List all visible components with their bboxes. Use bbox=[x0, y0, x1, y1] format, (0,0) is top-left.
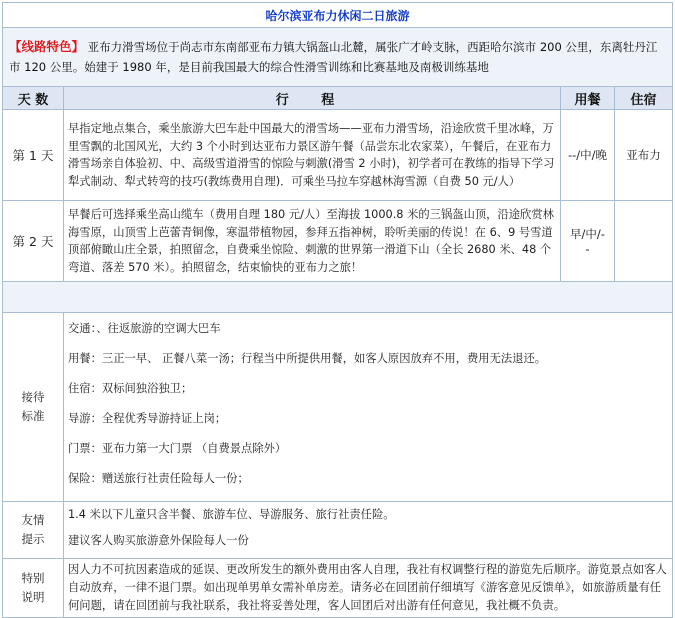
reception-lodging: 住宿：双标间独浴独卫； bbox=[68, 382, 193, 395]
notes-content: 因人力不可抗因素造成的延误、更改所发生的额外费用由客人自理，我社有权调整行程的游览先后顺序。游览景点如客人自动放弃，一律不退门票。如出现单男单女需补单房差。请务必在回团前仔细填写《游客意见反馈单》，如旅游质量有任何问题，请在回团前与我社联系，我社将妥善处理，客人回团后对出游有任何意见，我社概不负责。 bbox=[64, 559, 673, 618]
route-feature bbox=[3, 28, 673, 87]
feature-row bbox=[3, 28, 673, 87]
day-label: 第 1 天 bbox=[3, 110, 64, 201]
page-title: 哈尔滨亚布力休闲二日旅游 bbox=[3, 3, 673, 28]
tips-row bbox=[3, 502, 673, 559]
day-row-1 bbox=[3, 110, 673, 201]
day-lodging bbox=[615, 201, 673, 282]
reception-label: 接待标准 bbox=[3, 313, 64, 502]
notes-label: 特别说明 bbox=[3, 559, 64, 618]
reception-standards bbox=[64, 313, 673, 502]
tips-children: 1.4 米以下儿童只含半餐、旅游车位、导游服务、旅行社责任险。 bbox=[68, 508, 395, 521]
reception-transport: 交通：、往返旅游的空调大巴车 bbox=[68, 322, 221, 335]
tips-label: 友情提示 bbox=[3, 502, 64, 559]
header-schedule: 行 程 bbox=[64, 87, 561, 110]
tour-table bbox=[2, 2, 673, 618]
day-meals: --/中/晚 bbox=[561, 110, 615, 201]
header-day: 天 数 bbox=[3, 87, 64, 110]
reception-insurance: 保险：赠送旅行社责任险每人一份； bbox=[68, 472, 249, 485]
reception-meals: 用餐：三正一早、 正餐八菜一汤；行程当中所提供用餐，如客人原因放弃不用，费用无法退还。 bbox=[68, 352, 547, 365]
day-meals: 早/中/-- bbox=[561, 201, 615, 282]
spacer-row bbox=[3, 282, 673, 313]
notes-row bbox=[3, 559, 673, 618]
header-meals: 用餐 bbox=[561, 87, 615, 110]
title-row bbox=[3, 3, 673, 28]
reception-row bbox=[3, 313, 673, 502]
header-lodging: 住宿 bbox=[615, 87, 673, 110]
day-label: 第 2 天 bbox=[3, 201, 64, 282]
day-row-2 bbox=[3, 201, 673, 282]
tips-insurance: 建议客人购买旅游意外保险每人一份 bbox=[68, 534, 249, 547]
header-row bbox=[3, 87, 673, 110]
reception-guide: 导游：全程优秀导游持证上岗； bbox=[68, 412, 227, 425]
reception-tickets: 门票：亚布力第一大门票 （自费景点除外） bbox=[68, 442, 287, 455]
feature-label: 【线路特色】 bbox=[9, 39, 85, 54]
tips-content bbox=[64, 502, 673, 559]
day-lodging: 亚布力 bbox=[615, 110, 673, 201]
day-itinerary: 早指定地点集合，乘坐旅游大巴车赴中国最大的滑雪场——亚布力滑雪场，沿途欣赏千里冰峰，万里雪飘的北国风光，大约 3 个小时到达亚布力景区游午餐（品尝东北农家菜），午餐后，在亚布力滑雪场亲自体验初、中、高级雪道滑雪的惊险与刺激(滑雪 2 小时)，初学者可在教练的指导下学习犁式制动、犁式转弯的技巧(教练费用自理)．可乘坐马拉车穿越林海雪源（自费 50 元/人） bbox=[64, 110, 561, 201]
day-itinerary: 早餐后可选择乘坐高山缆车（费用自理 180 元/人）至海拔 1000.8 米的三锅盔山顶，沿途欣赏林海雪原，山顶雪上芭蕾青铜像，寒温带植物园，参拜五指神树，聆听美丽的传说！在 6、9 号雪道顶部俯瞰山庄全景，拍照留念，自费乘坐惊险、刺激的世界第一滑道下山（全长 2680 米、48 个弯道、落差 570 米）。拍照留念，结束愉快的亚布力之旅！ bbox=[64, 201, 561, 282]
feature-text: 亚布力滑雪场位于尚志市东南部亚布力镇大锅盔山北麓，属张广才岭支脉，西距哈尔滨市 200 公里，东离牡丹江市 120 公里。始建于 1980 年，是目前我国最大的综合性滑雪训练和比赛基地及南极训练基地 bbox=[9, 40, 658, 74]
